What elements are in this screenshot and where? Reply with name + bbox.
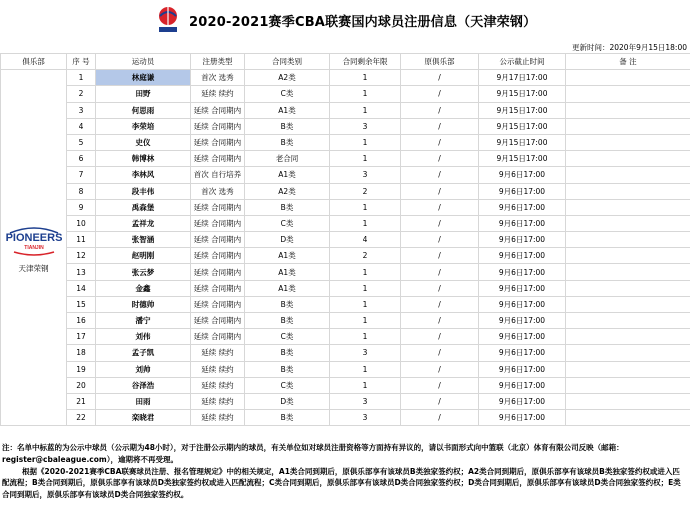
contract-type: A1类 <box>245 248 330 264</box>
table-row <box>1 393 690 409</box>
orig-club: / <box>401 102 479 118</box>
contract-type: C类 <box>245 329 330 345</box>
note <box>566 329 690 345</box>
note <box>566 151 690 167</box>
player-name: 史仪 <box>96 134 191 150</box>
deadline: 9月6日17:00 <box>479 280 566 296</box>
row-no: 1 <box>67 70 96 86</box>
logo-text: PIONEERS <box>5 232 62 245</box>
note <box>566 296 690 312</box>
row-no: 19 <box>67 361 96 377</box>
table-row <box>1 280 690 296</box>
contract-type: A1类 <box>245 102 330 118</box>
contract-years: 1 <box>330 280 401 296</box>
player-name: 时德帅 <box>96 296 191 312</box>
contract-type: B类 <box>245 118 330 134</box>
col-deadline: 公示截止时间 <box>479 54 566 70</box>
deadline: 9月15日17:00 <box>479 134 566 150</box>
reg-type: 延续 续约 <box>191 393 245 409</box>
deadline: 9月6日17:00 <box>479 183 566 199</box>
orig-club: / <box>401 377 479 393</box>
contract-years: 1 <box>330 215 401 231</box>
note <box>566 215 690 231</box>
deadline: 9月15日17:00 <box>479 118 566 134</box>
col-no: 序 号 <box>67 54 96 70</box>
notes <box>2 442 686 501</box>
cba-logo <box>157 6 179 34</box>
table-row <box>1 377 690 393</box>
table-row <box>1 248 690 264</box>
note <box>566 393 690 409</box>
player-name: 禹森堡 <box>96 199 191 215</box>
row-no: 2 <box>67 86 96 102</box>
deadline: 9月6日17:00 <box>479 345 566 361</box>
table-row <box>1 183 690 199</box>
reg-type: 延续 续约 <box>191 377 245 393</box>
contract-years: 3 <box>330 393 401 409</box>
reg-type: 首次 选秀 <box>191 183 245 199</box>
contract-type: A1类 <box>245 280 330 296</box>
note <box>566 361 690 377</box>
col-reg-type: 注册类型 <box>191 54 245 70</box>
table-row <box>1 102 690 118</box>
col-note: 备 注 <box>566 54 690 70</box>
table-row <box>1 151 690 167</box>
row-no: 9 <box>67 199 96 215</box>
header-row <box>1 54 690 70</box>
page-title: 2020-2021赛季CBA联赛国内球员注册信息（天津荣钢） <box>189 15 537 30</box>
contract-years: 4 <box>330 232 401 248</box>
deadline: 9月6日17:00 <box>479 199 566 215</box>
table-row <box>1 215 690 231</box>
deadline: 9月17日17:00 <box>479 70 566 86</box>
reg-type: 首次 选秀 <box>191 70 245 86</box>
table-row <box>1 118 690 134</box>
contract-years: 1 <box>330 70 401 86</box>
deadline: 9月6日17:00 <box>479 248 566 264</box>
player-name: 张智涵 <box>96 232 191 248</box>
contract-years: 1 <box>330 264 401 280</box>
deadline: 9月15日17:00 <box>479 151 566 167</box>
contract-years: 1 <box>330 102 401 118</box>
contract-years: 1 <box>330 86 401 102</box>
orig-club: / <box>401 70 479 86</box>
orig-club: / <box>401 296 479 312</box>
row-no: 18 <box>67 345 96 361</box>
row-no: 3 <box>67 102 96 118</box>
orig-club: / <box>401 86 479 102</box>
note <box>566 313 690 329</box>
row-no: 11 <box>67 232 96 248</box>
deadline: 9月6日17:00 <box>479 329 566 345</box>
note <box>566 167 690 183</box>
contract-type: D类 <box>245 232 330 248</box>
row-no: 10 <box>67 215 96 231</box>
contract-years: 1 <box>330 361 401 377</box>
reg-type: 延续 合同期内 <box>191 118 245 134</box>
club-cell <box>1 70 67 426</box>
player-name: 赵明刚 <box>96 248 191 264</box>
contract-years: 1 <box>330 296 401 312</box>
reg-type: 延续 合同期内 <box>191 134 245 150</box>
deadline: 9月6日17:00 <box>479 313 566 329</box>
note <box>566 280 690 296</box>
table-row <box>1 296 690 312</box>
note <box>566 70 690 86</box>
player-name: 谷泽浩 <box>96 377 191 393</box>
contract-type: C类 <box>245 215 330 231</box>
reg-type: 延续 合同期内 <box>191 199 245 215</box>
reg-type: 延续 合同期内 <box>191 215 245 231</box>
reg-type: 延续 合同期内 <box>191 151 245 167</box>
reg-type: 延续 合同期内 <box>191 248 245 264</box>
player-name: 李荣培 <box>96 118 191 134</box>
note <box>566 199 690 215</box>
orig-club: / <box>401 248 479 264</box>
header <box>0 0 690 40</box>
contract-years: 3 <box>330 118 401 134</box>
orig-club: / <box>401 393 479 409</box>
player-name: 何思雨 <box>96 102 191 118</box>
note <box>566 183 690 199</box>
contract-years: 1 <box>330 151 401 167</box>
reg-type: 首次 自行培养 <box>191 167 245 183</box>
table-row <box>1 329 690 345</box>
contract-type: B类 <box>245 410 330 426</box>
orig-club: / <box>401 232 479 248</box>
row-no: 20 <box>67 377 96 393</box>
table-row <box>1 199 690 215</box>
note <box>566 377 690 393</box>
table-row <box>1 345 690 361</box>
orig-club: / <box>401 313 479 329</box>
note <box>566 118 690 134</box>
reg-type: 延续 合同期内 <box>191 296 245 312</box>
reg-type: 延续 续约 <box>191 86 245 102</box>
contract-type: A1类 <box>245 167 330 183</box>
table-row <box>1 134 690 150</box>
col-club: 俱乐部 <box>1 54 67 70</box>
player-name: 孟子凯 <box>96 345 191 361</box>
table-row <box>1 167 690 183</box>
row-no: 16 <box>67 313 96 329</box>
player-name: 田雨 <box>96 393 191 409</box>
contract-type: A2类 <box>245 183 330 199</box>
orig-club: / <box>401 118 479 134</box>
table-row <box>1 361 690 377</box>
player-name: 李林风 <box>96 167 191 183</box>
reg-type: 延续 合同期内 <box>191 264 245 280</box>
contract-years: 1 <box>330 377 401 393</box>
contract-years: 1 <box>330 329 401 345</box>
player-name: 张云梦 <box>96 264 191 280</box>
contract-type: A1类 <box>245 264 330 280</box>
note-1: 注：名单中标蓝的为公示中球员（公示期为48小时），对于注册公示期内的球员，有关单位如对球员注册资格等方面持有异议的，请以书面形式向中篮联（北京）体育有限公司反映（邮箱：register@cbaleague.com），逾期将不再受理。 <box>2 443 624 464</box>
reg-type: 延续 合同期内 <box>191 313 245 329</box>
pioneers-logo <box>4 219 64 259</box>
contract-type: B类 <box>245 345 330 361</box>
row-no: 4 <box>67 118 96 134</box>
player-name: 潘宁 <box>96 313 191 329</box>
reg-type: 延续 合同期内 <box>191 232 245 248</box>
orig-club: / <box>401 345 479 361</box>
note <box>566 232 690 248</box>
note <box>566 102 690 118</box>
note <box>566 410 690 426</box>
contract-years: 1 <box>330 199 401 215</box>
contract-years: 1 <box>330 313 401 329</box>
row-no: 12 <box>67 248 96 264</box>
orig-club: / <box>401 410 479 426</box>
contract-type: B类 <box>245 134 330 150</box>
deadline: 9月6日17:00 <box>479 296 566 312</box>
contract-type: A2类 <box>245 70 330 86</box>
table-row <box>1 313 690 329</box>
player-name: 孟祥龙 <box>96 215 191 231</box>
deadline: 9月6日17:00 <box>479 410 566 426</box>
club-name: 天津荣钢 <box>18 264 49 274</box>
contract-type: C类 <box>245 86 330 102</box>
logo-subtext: TIANJIN <box>23 245 44 252</box>
reg-type: 延续 合同期内 <box>191 102 245 118</box>
row-no: 5 <box>67 134 96 150</box>
reg-type: 延续 续约 <box>191 345 245 361</box>
deadline: 9月6日17:00 <box>479 393 566 409</box>
note-2: 根据《2020-2021赛季CBA联赛球员注册、报名管理规定》中的相关规定，A1类合同到期后，原俱乐部享有该球员B类独家签约权；A2类合同到期后，原俱乐部享有该球员B类独家签约权或进入匹配流程；B类合同到期后，原俱乐部享有该球员D类独家签约权或进入匹配流程；C类合同到期后，原俱乐部享有该球员D类合同独家签约权；D类合同到期后，原俱乐部享有该球员D类合同独家签约权；E类合同到期后，原俱乐部享有该球员D类合同独家签约权。 <box>2 466 681 500</box>
row-no: 14 <box>67 280 96 296</box>
table-row <box>1 70 690 86</box>
col-years: 合同剩余年限 <box>330 54 401 70</box>
note <box>566 345 690 361</box>
orig-club: / <box>401 134 479 150</box>
contract-type: D类 <box>245 393 330 409</box>
col-contract: 合同类别 <box>245 54 330 70</box>
orig-club: / <box>401 199 479 215</box>
note <box>566 264 690 280</box>
contract-years: 3 <box>330 410 401 426</box>
note <box>566 134 690 150</box>
contract-type: B类 <box>245 313 330 329</box>
col-orig-club: 原俱乐部 <box>401 54 479 70</box>
contract-type: B类 <box>245 199 330 215</box>
registration-table <box>0 53 690 426</box>
contract-type: 老合同 <box>245 151 330 167</box>
row-no: 13 <box>67 264 96 280</box>
row-no: 21 <box>67 393 96 409</box>
table-row <box>1 232 690 248</box>
deadline: 9月6日17:00 <box>479 264 566 280</box>
player-name: 段丰伟 <box>96 183 191 199</box>
player-name: 林庭谦 <box>96 70 191 86</box>
reg-type: 延续 续约 <box>191 410 245 426</box>
contract-years: 1 <box>330 134 401 150</box>
note <box>566 248 690 264</box>
deadline: 9月6日17:00 <box>479 377 566 393</box>
player-name: 刘伟 <box>96 329 191 345</box>
row-no: 8 <box>67 183 96 199</box>
deadline: 9月6日17:00 <box>479 215 566 231</box>
deadline: 9月6日17:00 <box>479 167 566 183</box>
deadline: 9月6日17:00 <box>479 232 566 248</box>
orig-club: / <box>401 167 479 183</box>
player-name: 金鑫 <box>96 280 191 296</box>
note <box>566 86 690 102</box>
contract-years: 2 <box>330 248 401 264</box>
reg-type: 延续 合同期内 <box>191 280 245 296</box>
reg-type: 延续 续约 <box>191 361 245 377</box>
player-name: 栾晓君 <box>96 410 191 426</box>
player-name: 韩博林 <box>96 151 191 167</box>
col-player: 运动员 <box>96 54 191 70</box>
table-row <box>1 86 690 102</box>
deadline: 9月15日17:00 <box>479 86 566 102</box>
row-no: 6 <box>67 151 96 167</box>
player-name: 田野 <box>96 86 191 102</box>
orig-club: / <box>401 361 479 377</box>
row-no: 17 <box>67 329 96 345</box>
orig-club: / <box>401 329 479 345</box>
orig-club: / <box>401 215 479 231</box>
table-row <box>1 264 690 280</box>
orig-club: / <box>401 264 479 280</box>
orig-club: / <box>401 151 479 167</box>
orig-club: / <box>401 183 479 199</box>
contract-type: B类 <box>245 361 330 377</box>
table-row <box>1 410 690 426</box>
row-no: 7 <box>67 167 96 183</box>
player-name: 刘帅 <box>96 361 191 377</box>
contract-type: C类 <box>245 377 330 393</box>
contract-years: 3 <box>330 167 401 183</box>
reg-type: 延续 合同期内 <box>191 329 245 345</box>
contract-years: 2 <box>330 183 401 199</box>
contract-type: B类 <box>245 296 330 312</box>
deadline: 9月6日17:00 <box>479 361 566 377</box>
deadline: 9月15日17:00 <box>479 102 566 118</box>
row-no: 22 <box>67 410 96 426</box>
contract-years: 3 <box>330 345 401 361</box>
row-no: 15 <box>67 296 96 312</box>
update-time: 更新时间：2020年9月15日18:00 <box>571 43 687 52</box>
orig-club: / <box>401 280 479 296</box>
